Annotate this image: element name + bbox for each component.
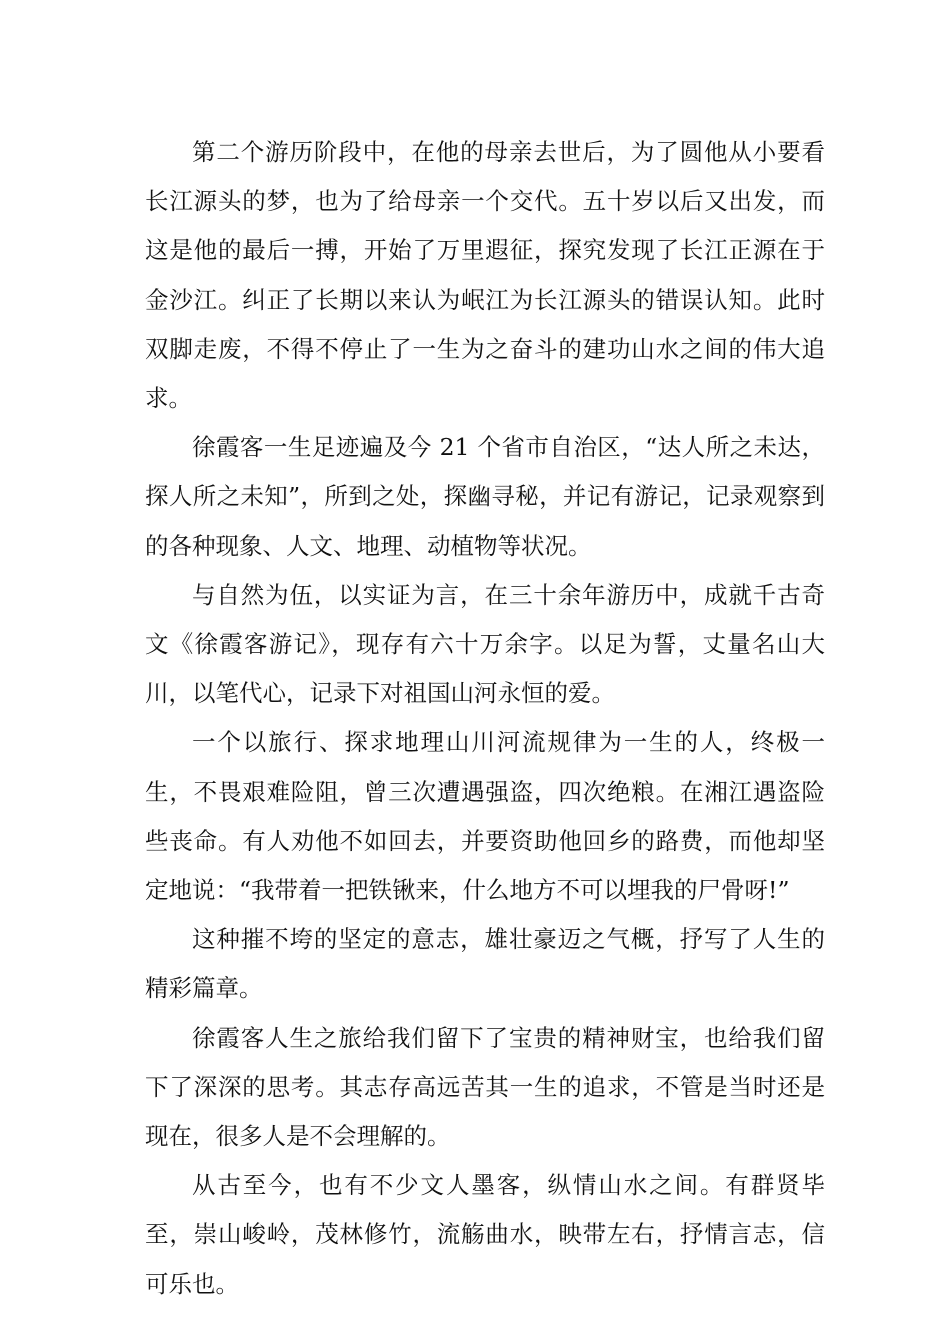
body-text bbox=[145, 128, 825, 1309]
paragraph: 第二个游历阶段中，在他的母亲去世后，为了圆他从小要看长江源头的梦，也为了给母亲一个交代。五十岁以后又出发，而这是他的最后一搏，开始了万里遐征，探究发现了长江正源在于金沙江。纠正了长期以来认为岷江为长江源头的错误认知。此时双脚走废，不得不停止了一生为之奋斗的建功山水之间的伟大追求。 bbox=[145, 138, 825, 413]
paragraph: 徐霞客人生之旅给我们留下了宝贵的精神财宝，也给我们留下了深深的思考。其志存高远苦其一生的追求，不管是当时还是现在，很多人是不会理解的。 bbox=[145, 1023, 825, 1151]
paragraph: 从古至今，也有不少文人墨客，纵情山水之间。有群贤毕至，崇山峻岭，茂林修竹，流觞曲水，映带左右，抒情言志，信可乐也。 bbox=[145, 1171, 825, 1298]
paragraph: 一个以旅行、探求地理山川河流规律为一生的人，终极一生，不畏艰难险阻，曾三次遭遇强盗，四次绝粮。在湘江遇盗险些丧命。有人劝他不如回去，并要资助他回乡的路费，而他却坚定地说：“我带着一把铁锹来，什么地方不可以埋我的尸骨呀!” bbox=[145, 728, 825, 905]
paragraph: 这种摧不垮的坚定的意志，雄壮豪迈之气概，抒写了人生的精彩篇章。 bbox=[145, 925, 825, 1003]
paragraph: 与自然为伍，以实证为言，在三十余年游历中，成就千古奇文《徐霞客游记》，现存有六十万余字。以足为誓，丈量名山大川，以笔代心，记录下对祖国山河永恒的爱。 bbox=[145, 580, 825, 708]
paragraph: 徐霞客一生足迹遍及今 21 个省市自治区，“达人所之未达，探人所之未知”，所到之处，探幽寻秘，并记有游记，记录观察到的各种现象、人文、地理、动植物等状况。 bbox=[145, 433, 825, 560]
